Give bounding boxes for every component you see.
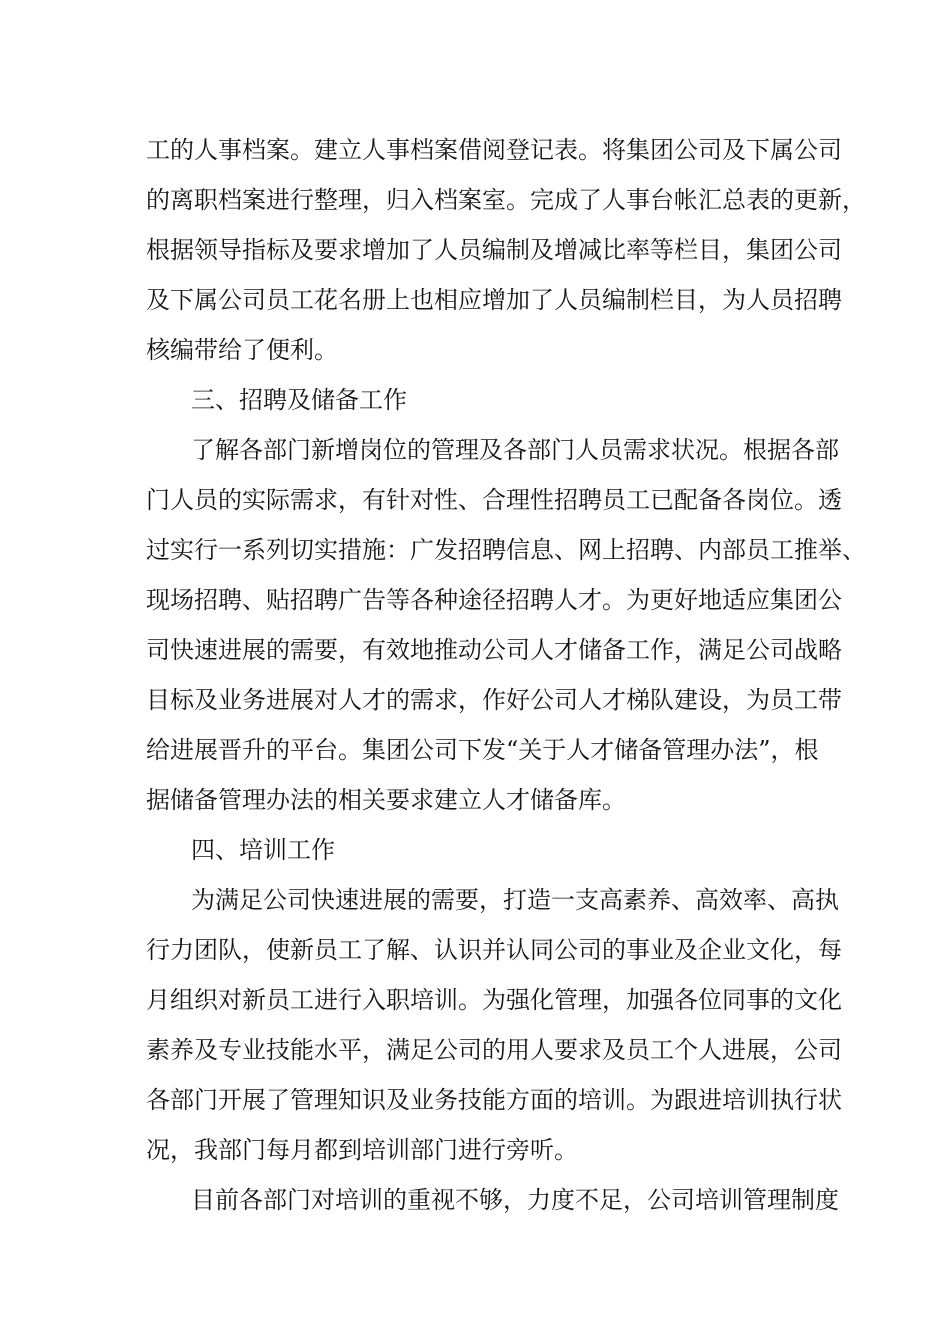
text-line: 行力团队，使新员工了解、认识并认同公司的事业及企业文化，每 [146,936,842,964]
text-line: 各部门开展了管理知识及业务技能方面的培训。为跟进培训执行状 [146,1086,842,1114]
text-line: 核编带给了便利。 [146,336,338,364]
text-line: 门人员的实际需求，有针对性、合理性招聘员工已配备各岗位。透 [146,486,842,514]
text-line: 况，我部门每月都到培训部门进行旁听。 [146,1136,578,1164]
section-heading: 三、招聘及储备工作 [191,386,407,414]
text-line: 及下属公司员工花名册上也相应增加了人员编制栏目，为人员招聘 [146,286,842,314]
text-line: 司快速进展的需要，有效地推动公司人才储备工作，满足公司战略 [146,636,842,664]
text-line: 目标及业务进展对人才的需求，作好公司人才梯队建设，为员工带 [146,686,842,714]
text-line: 给进展晋升的平台。集团公司下发“关于人才储备管理办法”，根 [146,736,819,764]
text-line: 目前各部门对培训的重视不够，力度不足，公司培训管理制度 [191,1186,839,1214]
text-line: 过实行一系列切实措施：广发招聘信息、网上招聘、内部员工推举、 [146,536,866,564]
text-line: 工的人事档案。建立人事档案借阅登记表。将集团公司及下属公司 [146,136,842,164]
text-line: 了解各部门新增岗位的管理及各部门人员需求状况。根据各部 [191,436,839,464]
text-line: 现场招聘、贴招聘广告等各种途径招聘人才。为更好地适应集团公 [146,586,842,614]
text-line: 月组织对新员工进行入职培训。为强化管理，加强各位同事的文化 [146,986,842,1014]
text-line: 根据领导指标及要求增加了人员编制及增减比率等栏目，集团公司 [146,236,842,264]
text-line: 素养及专业技能水平，满足公司的用人要求及员工个人进展，公司 [146,1036,842,1064]
text-line: 为满足公司快速进展的需要，打造一支高素养、高效率、高执 [191,886,839,914]
text-line: 的离职档案进行整理，归入档案室。完成了人事台帐汇总表的更新， [146,186,866,214]
section-heading: 四、培训工作 [191,836,335,864]
text-line: 据储备管理办法的相关要求建立人才储备库。 [146,786,626,814]
